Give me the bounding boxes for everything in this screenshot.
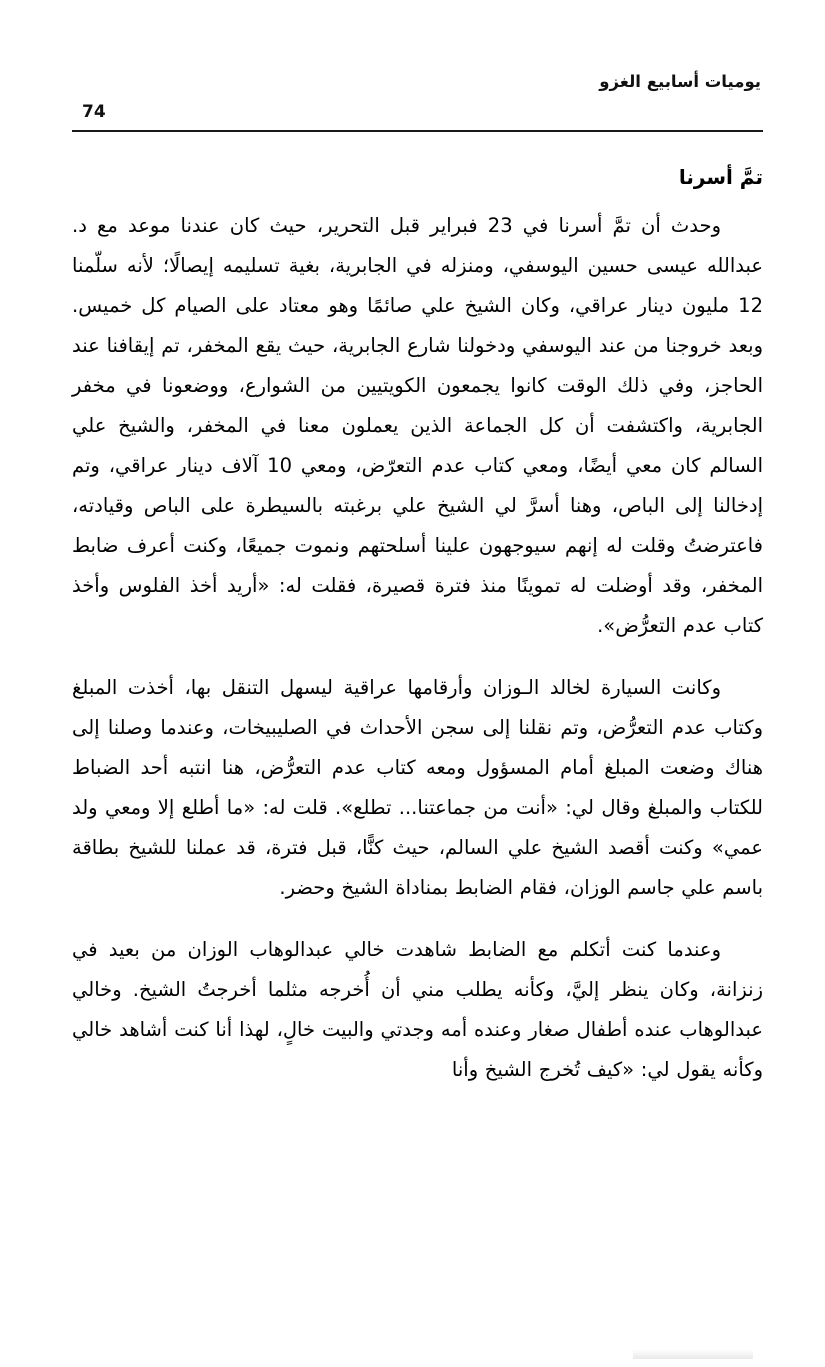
page-body (72, 164, 763, 1090)
body-paragraph: وعندما كنت أتكلم مع الضابط شاهدت خالي عبدالوهاب الوزان من بعيد في زنزانة، وكان ينظر إليَّ، وكأنه يطلب مني أن أُخرجه مثلما أخرجتُ الشيخ. وخالي عبدالوهاب عنده أطفال صغار وعنده أمه وجدتي والبيت خالٍ، لهذا أنا كنت أشاهد خالي وكأنه يقول لي: «كيف تُخرج الشيخ وأنا (72, 938, 763, 1081)
page-number: 74 (82, 102, 106, 122)
page-edge-shadow (633, 1349, 753, 1359)
page-header (72, 72, 763, 134)
header-rule (72, 130, 763, 132)
running-head: يوميات أسابيع الغزو (599, 72, 761, 91)
body-paragraph: وحدث أن تمَّ أسرنا في 23 فبراير قبل التحرير، حيث كان عندنا موعد مع د. عبدالله عيسى حسين اليوسفي، ومنزله في الجابرية، بغية تسليمه إيصالًا؛ لأنه سلّمنا 12 مليون دينار عراقي، وكان الشيخ علي صائمًا وهو معتاد على الصيام كل خميس. وبعد خروجنا من عند اليوسفي ودخولنا شارع الجابرية، حيث يقع المخفر، تم إيقافنا عند الحاجز، وفي ذلك الوقت كانوا يجمعون الكويتيين من الشوارع، ووضعونا في مخفر الجابرية، واكتشفت أن كل الجماعة الذين يعملون معنا في المخفر، والشيخ علي السالم كان معي أيضًا، ومعي كتاب عدم التعرّض، ومعي 10 آلاف دينار عراقي، وتم إدخالنا إلى الباص، وهنا أسرَّ لي الشيخ علي برغبته بالسيطرة على الباص وقيادته، فاعترضتُ وقلت له إنهم سيوجهون علينا أسلحتهم ونموت جميعًا، وكنت أعرف ضابط المخفر، وقد أوضلت له تموينًا منذ فترة قصيرة، فقلت له: «أريد أخذ الفلوس وأخذ كتاب عدم التعرُّض». (72, 214, 763, 637)
body-paragraph: وكانت السيارة لخالد الـوزان وأرقامها عراقية ليسهل التنقل بها، أخذت المبلغ وكتاب عدم التعرُّض، وتم نقلنا إلى سجن الأحداث في الصليبيخات، وعندما وصلنا إلى هناك وضعت المبلغ أمام المسؤول ومعه كتاب عدم التعرُّض، هنا انتبه أحد الضباط للكتاب والمبلغ وقال لي: «أنت من جماعتنا... تطلع». قلت له: «ما أطلع إلا ومعي ولد عمي» وكنت أقصد الشيخ علي السالم، حيث كنًّا، قبل فترة، قد عملنا للشيخ بطاقة باسم علي جاسم الوزان، فقام الضابط بمناداة الشيخ وحضر. (72, 676, 763, 899)
section-title: تمَّ أسرنا (678, 165, 763, 189)
